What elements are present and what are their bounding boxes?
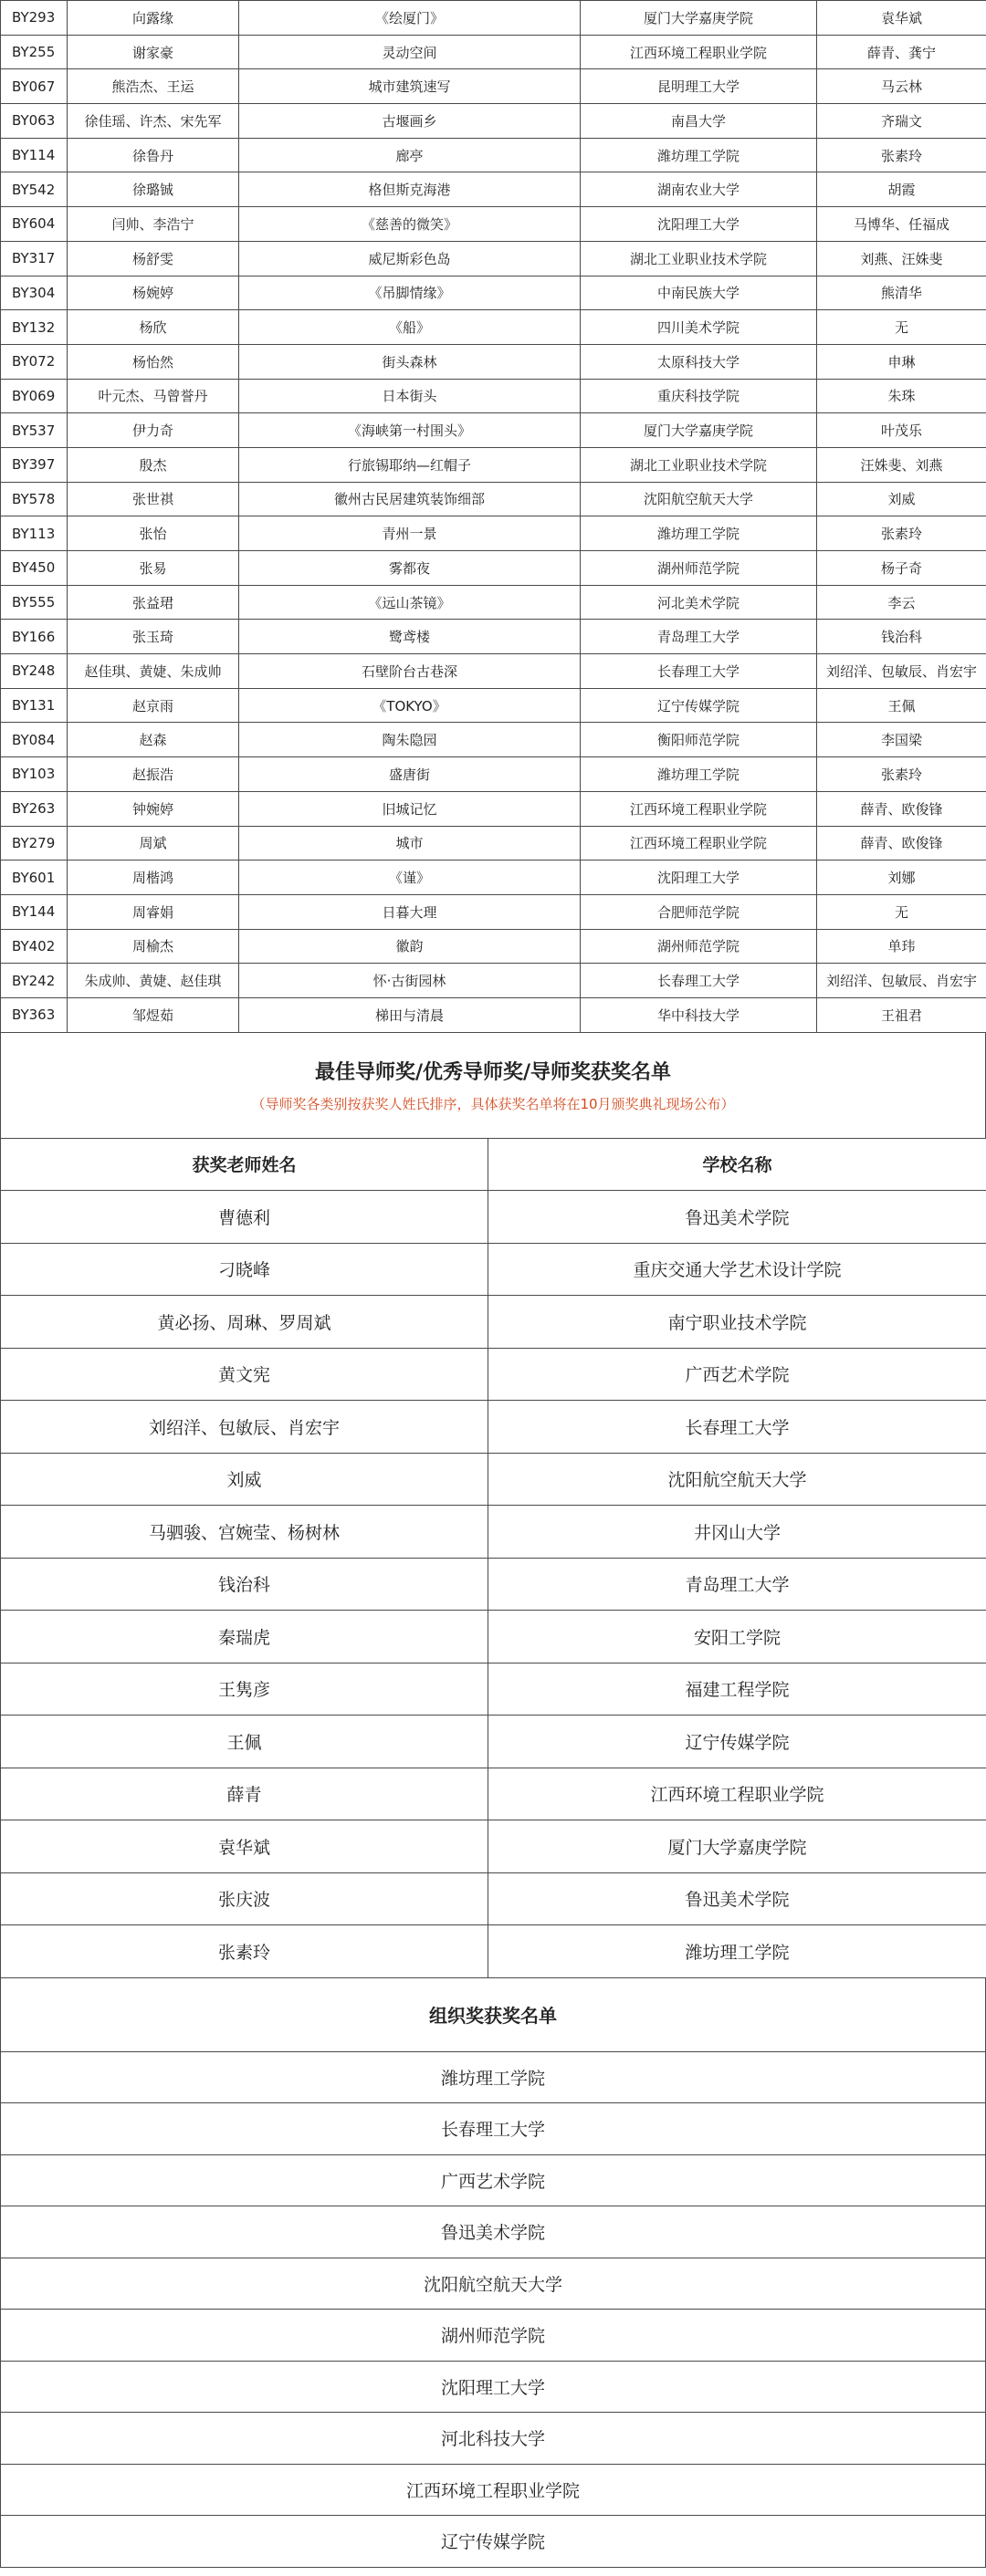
work-title: 城市建筑速写 xyxy=(239,69,581,104)
table-row xyxy=(1,1611,986,1663)
teacher-name: 秦瑞虎 xyxy=(1,1611,488,1663)
mentor-name: 张素玲 xyxy=(817,138,986,172)
school-name: 潍坊理工学院 xyxy=(581,757,817,792)
school-name: 长春理工大学 xyxy=(581,964,817,998)
mentor-name: 熊清华 xyxy=(817,276,986,310)
teacher-name: 刁晓峰 xyxy=(1,1243,488,1296)
mentor-section-title: 最佳导师奖/优秀导师奖/导师奖获奖名单 xyxy=(314,1060,672,1084)
table-row xyxy=(1,2051,986,2103)
mentor-section-note: （导师奖各类别按获奖人姓氏排序，具体获奖名单将在10月颁奖典礼现场公布） xyxy=(251,1095,735,1112)
mentor-name: 齐瑞文 xyxy=(817,104,986,139)
school-name: 南昌大学 xyxy=(581,104,817,139)
author-name: 赵京雨 xyxy=(68,688,239,723)
org-school-name: 辽宁传媒学院 xyxy=(1,2516,986,2568)
school-name: 鲁迅美术学院 xyxy=(488,1872,986,1925)
table-row xyxy=(1,1,986,36)
entry-code: BY072 xyxy=(1,344,68,379)
awards-table-body xyxy=(1,1,986,1033)
entry-code: BY248 xyxy=(1,654,68,689)
school-name: 湖南农业大学 xyxy=(581,172,817,207)
mentor-table-header xyxy=(1,1138,986,1191)
teacher-name: 黄文宪 xyxy=(1,1348,488,1401)
school-name: 广西艺术学院 xyxy=(488,1348,986,1401)
entry-code: BY450 xyxy=(1,551,68,586)
mentor-name: 王祖君 xyxy=(817,997,986,1032)
org-school-name: 湖州师范学院 xyxy=(1,2310,986,2362)
author-name: 邹煜茹 xyxy=(68,997,239,1032)
table-row xyxy=(1,2206,986,2258)
author-name: 徐鲁丹 xyxy=(68,138,239,172)
entry-code: BY069 xyxy=(1,379,68,413)
mentor-name: 薛青、欧俊锋 xyxy=(817,826,986,860)
author-name: 伊力奇 xyxy=(68,413,239,448)
entry-code: BY084 xyxy=(1,723,68,757)
work-title: 格但斯克海港 xyxy=(239,172,581,207)
work-title: 《海峡第一村围头》 xyxy=(239,413,581,448)
mentor-name: 刘威 xyxy=(817,482,986,516)
table-row xyxy=(1,2154,986,2206)
teacher-name: 张庆波 xyxy=(1,1872,488,1925)
school-name: 衡阳师范学院 xyxy=(581,723,817,757)
table-row xyxy=(1,2258,986,2310)
table-row xyxy=(1,2310,986,2362)
table-row xyxy=(1,447,986,482)
school-name: 河北美术学院 xyxy=(581,585,817,620)
entry-code: BY304 xyxy=(1,276,68,310)
table-row xyxy=(1,1925,986,1978)
author-name: 闫帅、李浩宁 xyxy=(68,207,239,242)
table-row xyxy=(1,2464,986,2516)
mentor-section-header xyxy=(0,1033,986,1138)
mentor-name: 刘娜 xyxy=(817,860,986,895)
school-name: 潍坊理工学院 xyxy=(581,516,817,551)
table-row xyxy=(1,241,986,276)
work-title: 《绘厦门》 xyxy=(239,1,581,36)
author-name: 徐佳瑶、许杰、宋先军 xyxy=(68,104,239,139)
mentor-name: 张素玲 xyxy=(817,757,986,792)
work-title: 行旅锡耶纳—红帽子 xyxy=(239,447,581,482)
work-title: 《TOKYO》 xyxy=(239,688,581,723)
author-name: 杨婉婷 xyxy=(68,276,239,310)
entry-code: BY132 xyxy=(1,310,68,345)
teacher-name: 刘威 xyxy=(1,1453,488,1506)
school-name: 厦门大学嘉庚学院 xyxy=(581,1,817,36)
school-name: 辽宁传媒学院 xyxy=(488,1716,986,1768)
table-row xyxy=(1,1820,986,1873)
school-name: 长春理工大学 xyxy=(488,1401,986,1454)
table-row xyxy=(1,964,986,998)
work-title: 徽韵 xyxy=(239,929,581,964)
table-row xyxy=(1,826,986,860)
table-row xyxy=(1,757,986,792)
mentor-name: 汪姝斐、刘燕 xyxy=(817,447,986,482)
author-name: 赵佳琪、黄婕、朱成帅 xyxy=(68,654,239,689)
entry-code: BY103 xyxy=(1,757,68,792)
mentor-name: 无 xyxy=(817,894,986,929)
author-name: 张怡 xyxy=(68,516,239,551)
table-row xyxy=(1,620,986,654)
mentor-name: 申琳 xyxy=(817,344,986,379)
author-name: 周斌 xyxy=(68,826,239,860)
mentor-name: 杨子奇 xyxy=(817,551,986,586)
school-name: 江西环境工程职业学院 xyxy=(488,1768,986,1820)
school-name: 重庆科技学院 xyxy=(581,379,817,413)
entry-code: BY114 xyxy=(1,138,68,172)
school-name: 安阳工学院 xyxy=(488,1611,986,1663)
table-row xyxy=(1,1296,986,1349)
mentor-name: 刘绍洋、包敏辰、肖宏宇 xyxy=(817,654,986,689)
org-school-name: 河北科技大学 xyxy=(1,2413,986,2465)
school-name: 沈阳理工大学 xyxy=(581,207,817,242)
mentor-name: 朱珠 xyxy=(817,379,986,413)
table-row xyxy=(1,104,986,139)
table-row xyxy=(1,688,986,723)
mentor-name: 张素玲 xyxy=(817,516,986,551)
teacher-name: 曹德利 xyxy=(1,1191,488,1244)
table-row xyxy=(1,1348,986,1401)
author-name: 杨舒雯 xyxy=(68,241,239,276)
org-school-name: 沈阳航空航天大学 xyxy=(1,2258,986,2310)
mentor-name: 无 xyxy=(817,310,986,345)
table-row xyxy=(1,1872,986,1925)
entry-code: BY542 xyxy=(1,172,68,207)
entry-code: BY279 xyxy=(1,826,68,860)
work-title: 徽州古民居建筑装饰细部 xyxy=(239,482,581,516)
author-name: 钟婉婷 xyxy=(68,791,239,826)
author-name: 赵振浩 xyxy=(68,757,239,792)
school-name: 青岛理工大学 xyxy=(488,1558,986,1611)
table-row xyxy=(1,1243,986,1296)
teacher-name: 王隽彦 xyxy=(1,1663,488,1716)
table-row xyxy=(1,654,986,689)
table-row xyxy=(1,1506,986,1559)
table-row xyxy=(1,585,986,620)
teacher-name: 黄必扬、周琳、罗周斌 xyxy=(1,1296,488,1349)
work-title: 鹭鸢楼 xyxy=(239,620,581,654)
table-row xyxy=(1,894,986,929)
work-title: 古堰画乡 xyxy=(239,104,581,139)
table-row xyxy=(1,791,986,826)
mentor-header-name: 获奖老师姓名 xyxy=(1,1138,488,1191)
author-name: 张益珺 xyxy=(68,585,239,620)
author-name: 张易 xyxy=(68,551,239,586)
school-name: 厦门大学嘉庚学院 xyxy=(581,413,817,448)
awards-table xyxy=(0,0,986,1033)
entry-code: BY402 xyxy=(1,929,68,964)
entry-code: BY166 xyxy=(1,620,68,654)
work-title: 怀·古街园林 xyxy=(239,964,581,998)
work-title: 《吊脚情缘》 xyxy=(239,276,581,310)
entry-code: BY255 xyxy=(1,35,68,69)
work-title: 陶朱隐园 xyxy=(239,723,581,757)
entry-code: BY363 xyxy=(1,997,68,1032)
work-title: 《谨》 xyxy=(239,860,581,895)
entry-code: BY601 xyxy=(1,860,68,895)
author-name: 杨怡然 xyxy=(68,344,239,379)
table-row xyxy=(1,207,986,242)
mentor-name: 钱治科 xyxy=(817,620,986,654)
school-name: 南宁职业技术学院 xyxy=(488,1296,986,1349)
school-name: 重庆交通大学艺术设计学院 xyxy=(488,1243,986,1296)
mentor-name: 胡霞 xyxy=(817,172,986,207)
org-table-body xyxy=(1,2051,986,2567)
school-name: 湖州师范学院 xyxy=(581,929,817,964)
mentor-name: 马云林 xyxy=(817,69,986,104)
author-name: 赵森 xyxy=(68,723,239,757)
author-name: 向露缘 xyxy=(68,1,239,36)
table-row xyxy=(1,1663,986,1716)
school-name: 湖北工业职业技术学院 xyxy=(581,447,817,482)
school-name: 厦门大学嘉庚学院 xyxy=(488,1820,986,1873)
teacher-name: 钱治科 xyxy=(1,1558,488,1611)
table-row xyxy=(1,482,986,516)
entry-code: BY131 xyxy=(1,688,68,723)
mentor-name: 袁华斌 xyxy=(817,1,986,36)
author-name: 周睿娟 xyxy=(68,894,239,929)
entry-code: BY067 xyxy=(1,69,68,104)
school-name: 福建工程学院 xyxy=(488,1663,986,1716)
entry-code: BY293 xyxy=(1,1,68,36)
work-title: 廊亭 xyxy=(239,138,581,172)
author-name: 殷杰 xyxy=(68,447,239,482)
work-title: 旧城记忆 xyxy=(239,791,581,826)
table-row xyxy=(1,35,986,69)
org-section-title: 组织奖获奖名单 xyxy=(0,1978,986,2051)
work-title: 《远山茶镜》 xyxy=(239,585,581,620)
school-name: 潍坊理工学院 xyxy=(488,1925,986,1978)
entry-code: BY537 xyxy=(1,413,68,448)
table-row xyxy=(1,1716,986,1768)
school-name: 江西环境工程职业学院 xyxy=(581,791,817,826)
mentor-name: 薛青、欧俊锋 xyxy=(817,791,986,826)
school-name: 鲁迅美术学院 xyxy=(488,1191,986,1244)
table-row xyxy=(1,2516,986,2568)
work-title: 城市 xyxy=(239,826,581,860)
mentor-name: 刘绍洋、包敏辰、肖宏宇 xyxy=(817,964,986,998)
school-name: 沈阳航空航天大学 xyxy=(581,482,817,516)
entry-code: BY317 xyxy=(1,241,68,276)
teacher-name: 张素玲 xyxy=(1,1925,488,1978)
school-name: 合肥师范学院 xyxy=(581,894,817,929)
author-name: 张玉琦 xyxy=(68,620,239,654)
table-row xyxy=(1,860,986,895)
school-name: 长春理工大学 xyxy=(581,654,817,689)
school-name: 昆明理工大学 xyxy=(581,69,817,104)
table-row xyxy=(1,997,986,1032)
school-name: 青岛理工大学 xyxy=(581,620,817,654)
table-row xyxy=(1,344,986,379)
table-row xyxy=(1,1401,986,1454)
mentor-name: 薛青、龚宁 xyxy=(817,35,986,69)
org-school-name: 鲁迅美术学院 xyxy=(1,2206,986,2258)
table-row xyxy=(1,516,986,551)
table-row xyxy=(1,2413,986,2465)
work-title: 盛唐街 xyxy=(239,757,581,792)
table-row xyxy=(1,1768,986,1820)
author-name: 周榆杰 xyxy=(68,929,239,964)
entry-code: BY063 xyxy=(1,104,68,139)
table-row xyxy=(1,172,986,207)
teacher-name: 薛青 xyxy=(1,1768,488,1820)
mentor-name: 王佩 xyxy=(817,688,986,723)
school-name: 沈阳理工大学 xyxy=(581,860,817,895)
work-title: 灵动空间 xyxy=(239,35,581,69)
entry-code: BY144 xyxy=(1,894,68,929)
school-name: 太原科技大学 xyxy=(581,344,817,379)
author-name: 杨欣 xyxy=(68,310,239,345)
school-name: 潍坊理工学院 xyxy=(581,138,817,172)
table-row xyxy=(1,1558,986,1611)
table-row xyxy=(1,276,986,310)
school-name: 江西环境工程职业学院 xyxy=(581,35,817,69)
school-name: 湖北工业职业技术学院 xyxy=(581,241,817,276)
school-name: 中南民族大学 xyxy=(581,276,817,310)
entry-code: BY397 xyxy=(1,447,68,482)
work-title: 青州一景 xyxy=(239,516,581,551)
mentor-name: 刘燕、汪姝斐 xyxy=(817,241,986,276)
work-title: 《船》 xyxy=(239,310,581,345)
school-name: 华中科技大学 xyxy=(581,997,817,1032)
mentor-table-body xyxy=(1,1138,986,1977)
author-name: 熊浩杰、王运 xyxy=(68,69,239,104)
entry-code: BY242 xyxy=(1,964,68,998)
mentor-name: 马博华、任福成 xyxy=(817,207,986,242)
table-row xyxy=(1,551,986,586)
org-school-name: 潍坊理工学院 xyxy=(1,2051,986,2103)
school-name: 沈阳航空航天大学 xyxy=(488,1453,986,1506)
table-row xyxy=(1,69,986,104)
school-name: 湖州师范学院 xyxy=(581,551,817,586)
table-row xyxy=(1,379,986,413)
school-name: 江西环境工程职业学院 xyxy=(581,826,817,860)
entry-code: BY578 xyxy=(1,482,68,516)
teacher-name: 王佩 xyxy=(1,1716,488,1768)
work-title: 街头森林 xyxy=(239,344,581,379)
table-row xyxy=(1,723,986,757)
author-name: 徐璐铖 xyxy=(68,172,239,207)
school-name: 四川美术学院 xyxy=(581,310,817,345)
org-table xyxy=(0,2051,986,2568)
mentor-name: 叶茂乐 xyxy=(817,413,986,448)
table-row xyxy=(1,310,986,345)
entry-code: BY555 xyxy=(1,585,68,620)
work-title: 日本街头 xyxy=(239,379,581,413)
org-school-name: 长春理工大学 xyxy=(1,2103,986,2155)
author-name: 叶元杰、马曾誉丹 xyxy=(68,379,239,413)
org-school-name: 沈阳理工大学 xyxy=(1,2361,986,2413)
mentor-name: 单玮 xyxy=(817,929,986,964)
author-name: 张世祺 xyxy=(68,482,239,516)
author-name: 朱成帅、黄婕、赵佳琪 xyxy=(68,964,239,998)
org-school-name: 广西艺术学院 xyxy=(1,2154,986,2206)
entry-code: BY113 xyxy=(1,516,68,551)
table-row xyxy=(1,138,986,172)
table-row xyxy=(1,2361,986,2413)
teacher-name: 刘绍洋、包敏辰、肖宏宇 xyxy=(1,1401,488,1454)
school-name: 辽宁传媒学院 xyxy=(581,688,817,723)
mentor-table xyxy=(0,1138,986,1978)
entry-code: BY604 xyxy=(1,207,68,242)
teacher-name: 马驷骏、宫婉莹、杨树林 xyxy=(1,1506,488,1559)
org-school-name: 江西环境工程职业学院 xyxy=(1,2464,986,2516)
mentor-header-school: 学校名称 xyxy=(488,1138,986,1191)
author-name: 周楷鸿 xyxy=(68,860,239,895)
work-title: 日暮大理 xyxy=(239,894,581,929)
table-row xyxy=(1,413,986,448)
work-title: 威尼斯彩色岛 xyxy=(239,241,581,276)
table-row xyxy=(1,1453,986,1506)
school-name: 井冈山大学 xyxy=(488,1506,986,1559)
table-row xyxy=(1,1191,986,1244)
author-name: 谢家豪 xyxy=(68,35,239,69)
teacher-name: 袁华斌 xyxy=(1,1820,488,1873)
mentor-name: 李国梁 xyxy=(817,723,986,757)
entry-code: BY263 xyxy=(1,791,68,826)
work-title: 梯田与清晨 xyxy=(239,997,581,1032)
work-title: 《慈善的微笑》 xyxy=(239,207,581,242)
table-row xyxy=(1,929,986,964)
mentor-name: 李云 xyxy=(817,585,986,620)
table-row xyxy=(1,2103,986,2155)
work-title: 石壁阶台古巷深 xyxy=(239,654,581,689)
work-title: 雾都夜 xyxy=(239,551,581,586)
